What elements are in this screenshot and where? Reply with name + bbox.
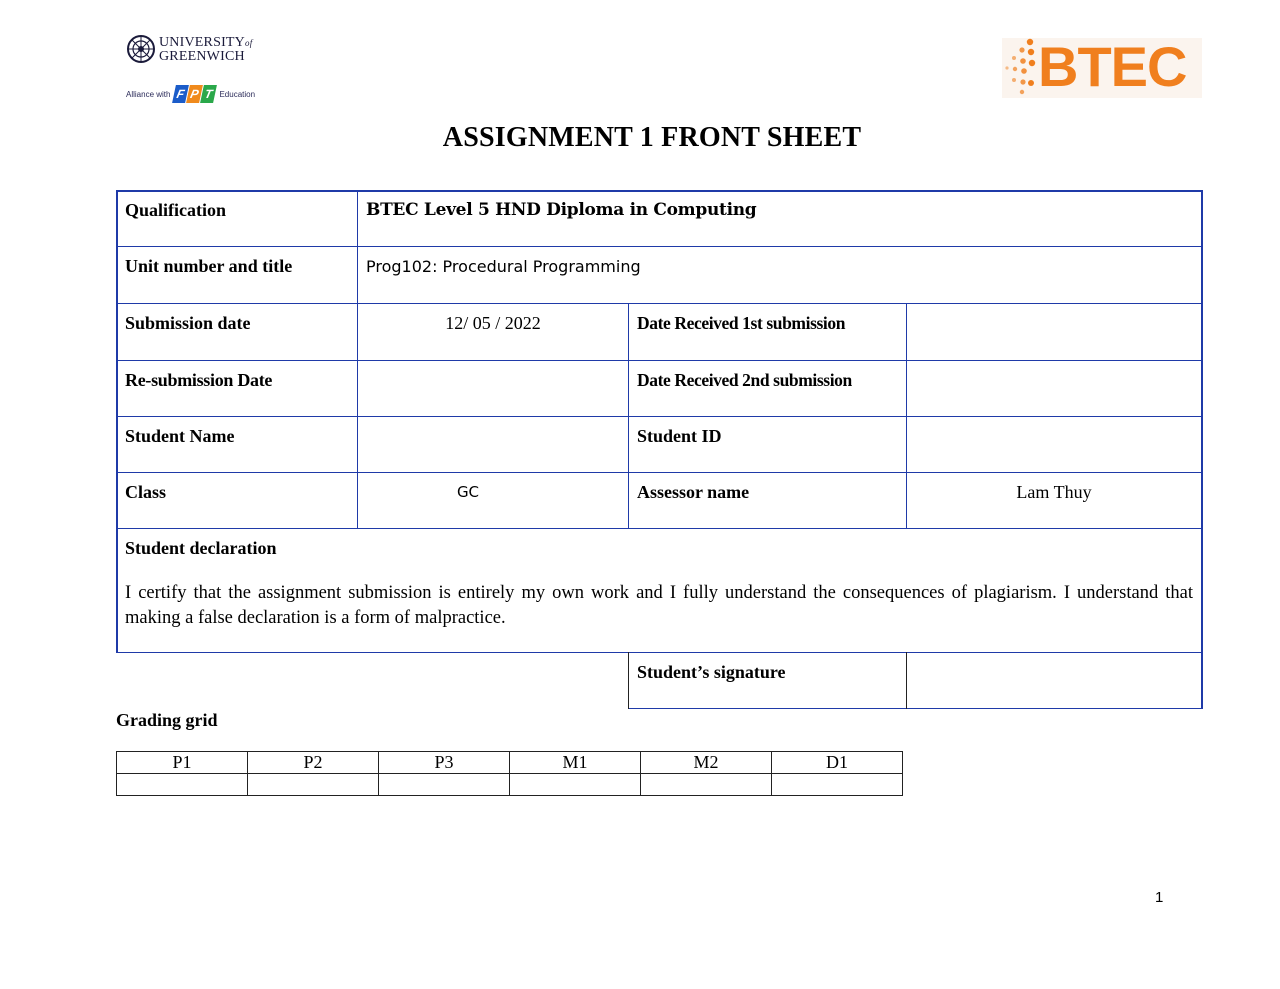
table-border: [628, 708, 1202, 709]
fpt-alliance: [126, 83, 255, 105]
university-of-greenwich-logo: [126, 34, 266, 106]
student-name-value: [358, 417, 628, 435]
declaration-label: Student declaration: [125, 538, 277, 558]
grade-value-p2: [248, 774, 379, 796]
assessor-value: Lam Thuy: [1016, 482, 1092, 502]
assessor-label: Assessor name: [637, 482, 750, 502]
unit-value: Prog102: Procedural Programming: [366, 257, 641, 276]
declaration-text: I certify that the assignment submission is entirely my own work and I fully understand the consequences of plagiarism. I understand that making a false declaration is a form of malpractice.: [125, 583, 1193, 628]
student-name-label: Student Name: [125, 426, 235, 446]
date-received-1-label: Date Received 1st submission: [637, 313, 846, 333]
student-id-label: Student ID: [637, 426, 722, 446]
fpt-logo: F P T: [174, 85, 216, 103]
page-title: ASSIGNMENT 1 FRONT SHEET: [442, 122, 862, 153]
grading-header-row: [117, 752, 903, 774]
date-received-1-value: [907, 304, 1201, 322]
education-text: Education: [219, 89, 256, 99]
grading-grid-label: Grading grid: [116, 710, 218, 730]
btec-wordmark: BTEC: [1038, 35, 1187, 98]
btec-logo: [1002, 35, 1202, 98]
grade-header-p2: P2: [248, 752, 379, 774]
greenwich-emblem-icon: [126, 34, 156, 64]
university-name: UNIVERSITYof GREENWICH: [159, 35, 253, 64]
resubmission-label: Re-submission Date: [125, 370, 273, 390]
alliance-text: Alliance with: [126, 89, 171, 99]
page-number: 1: [1155, 889, 1164, 906]
qualification-label: Qualification: [125, 200, 227, 220]
btec-dots-icon: [1002, 38, 1042, 98]
date-received-2-value: [907, 361, 1201, 379]
student-id-value: [907, 417, 1201, 435]
signature-label: Student’s signature: [637, 662, 786, 682]
grade-value-p3: [379, 774, 510, 796]
grade-header-p1: P1: [117, 752, 248, 774]
grade-value-m2: [641, 774, 772, 796]
class-label: Class: [125, 482, 167, 502]
grade-header-m2: M2: [641, 752, 772, 774]
submission-date-label: Submission date: [125, 313, 251, 333]
signature-value: [907, 653, 1201, 671]
grade-value-p1: [117, 774, 248, 796]
table-border: [1201, 190, 1203, 709]
resubmission-value: [358, 361, 628, 379]
class-value: GC: [456, 483, 480, 501]
grading-value-row: [117, 774, 903, 796]
grade-value-m1: [510, 774, 641, 796]
grade-header-d1: D1: [772, 752, 903, 774]
grade-header-p3: P3: [379, 752, 510, 774]
date-received-2-label: Date Received 2nd submission: [637, 370, 852, 390]
grading-grid: [116, 751, 903, 796]
qualification-value: BTEC Level 5 HND Diploma in Computing: [366, 200, 757, 220]
grade-header-m1: M1: [510, 752, 641, 774]
grade-value-d1: [772, 774, 903, 796]
submission-date-value: 12/ 05 / 2022: [445, 313, 541, 333]
unit-label: Unit number and title: [125, 256, 293, 276]
